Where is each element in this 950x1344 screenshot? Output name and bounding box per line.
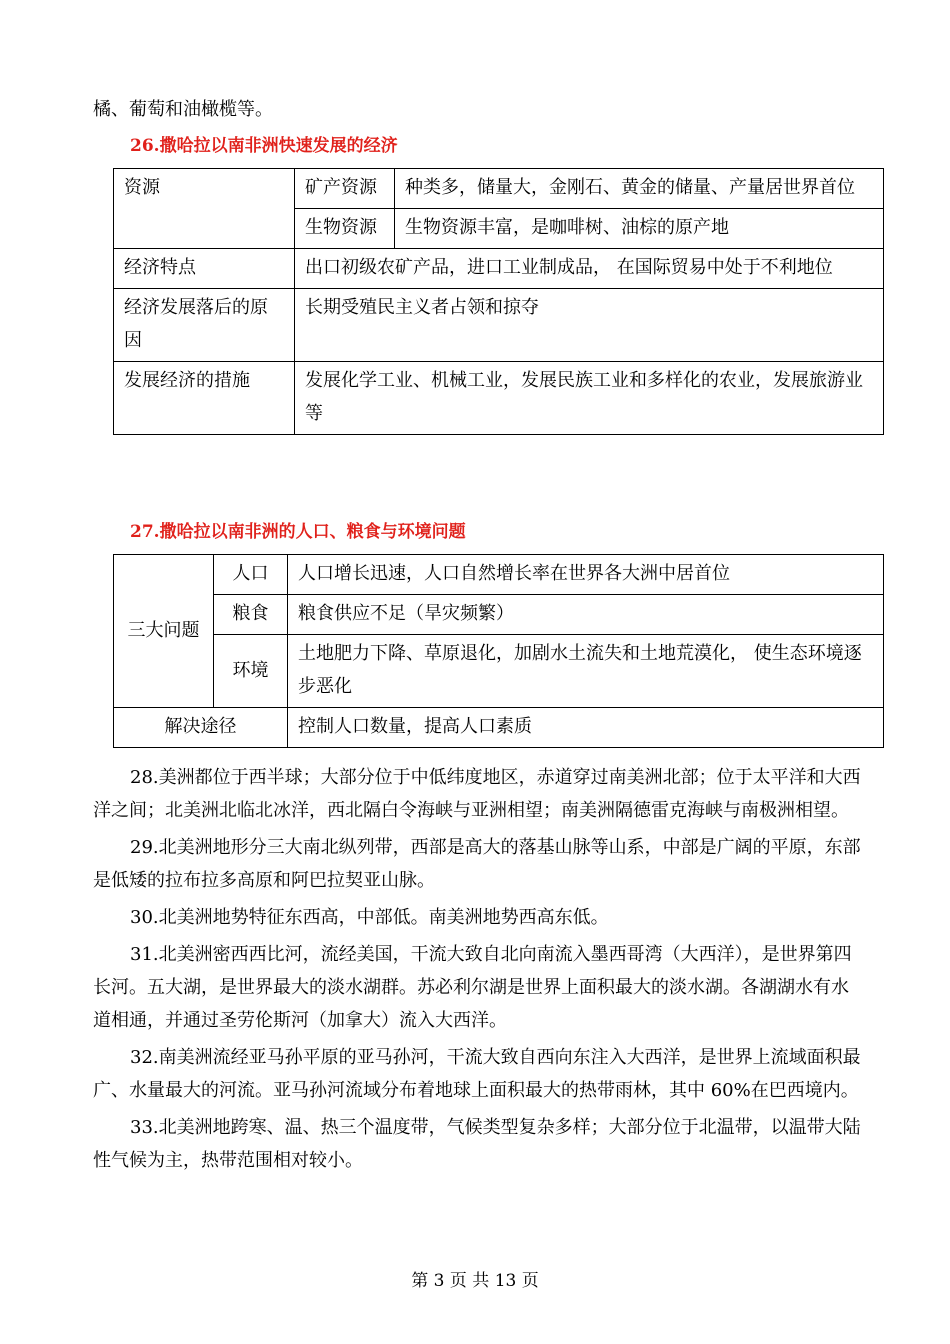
paragraph-32: 32.南美洲流经亚马孙平原的亚马孙河，干流大致自西向东注入大西洋，是世界上流域面积最广、水量最大的河流。亚马孙河流域分布着地球上面积最大的热带雨林，其中 60%在巴西境内。: [93, 1047, 861, 1101]
paragraph-29: 29.北美洲地形分三大南北纵列带，西部是高大的落基山脉等山系，中部是广阔的平原，东部是低矮的拉布拉多高原和阿巴拉契亚山脉。: [93, 837, 861, 891]
mineral-label: 矿产资源: [295, 169, 395, 209]
measures-text: 发展化学工业、机械工业，发展民族工业和多样化的农业，发展旅游业等: [295, 362, 884, 435]
table-row: [114, 289, 884, 362]
paragraph-28: 28.美洲都位于西半球；大部分位于中低纬度地区，赤道穿过南美洲北部；位于太平洋和大西洋之间；北美洲北临北冰洋，西北隔白令海峡与亚洲相望；南美洲隔德雷克海峡与南极洲相望。: [93, 767, 861, 821]
backward-label: 经济发展落后的原因: [114, 289, 295, 362]
problems-table: [113, 554, 884, 748]
solution-label: 解决途径: [114, 708, 288, 748]
table-row: [114, 635, 884, 708]
paragraph-33: 33.北美洲地跨寒、温、热三个温度带，气候类型复杂多样；大部分位于北温带，以温带大陆性气候为主，热带范围相对较小。: [93, 1117, 861, 1171]
bio-label: 生物资源: [295, 209, 395, 249]
intro-line: 橘、葡萄和油橄榄等。: [93, 99, 273, 120]
table-row: [114, 595, 884, 635]
food-text: 粮食供应不足（旱灾频繁）: [288, 595, 884, 635]
solution-text: 控制人口数量，提高人口素质: [288, 708, 884, 748]
econ-label: 经济特点: [114, 249, 295, 289]
mineral-text: 种类多，储量大，金刚石、黄金的储量、产量居世界首位: [395, 169, 884, 209]
table-row: [114, 362, 884, 435]
table-row: [114, 249, 884, 289]
paragraph-31: 31.北美洲密西西比河，流经美国，干流大致自北向南流入墨西哥湾（大西洋），是世界第四长河。五大湖，是世界最大的淡水湖群。苏必利尔湖是世界上面积最大的淡水湖。各湖湖水有水道相通，并通过圣劳伦斯河（加拿大）流入大西洋。: [93, 944, 852, 1031]
three-problems-label: 三大问题: [114, 555, 214, 708]
section-26-heading: 26.撒哈拉以南非洲快速发展的经济: [130, 136, 398, 156]
paragraph-30: 30.北美洲地势特征东西高，中部低。南美洲地势西高东低。: [130, 907, 609, 928]
body-paragraphs: [93, 761, 863, 1177]
page-footer: 第 3 页 共 13 页: [411, 1271, 539, 1291]
economy-table: [113, 168, 884, 435]
population-label: 人口: [214, 555, 288, 595]
econ-text: 出口初级农矿产品，进口工业制成品， 在国际贸易中处于不利地位: [295, 249, 884, 289]
food-label: 粮食: [214, 595, 288, 635]
resources-label: 资源: [114, 169, 295, 249]
environment-label: 环境: [214, 635, 288, 708]
table-row: [114, 169, 884, 209]
table-row: [114, 708, 884, 748]
table-row: [114, 555, 884, 595]
section-27-heading: 27.撒哈拉以南非洲的人口、粮食与环境问题: [130, 522, 466, 542]
measures-label: 发展经济的措施: [114, 362, 295, 435]
bio-text: 生物资源丰富，是咖啡树、油棕的原产地: [395, 209, 884, 249]
population-text: 人口增长迅速，人口自然增长率在世界各大洲中居首位: [288, 555, 884, 595]
backward-text: 长期受殖民主义者占领和掠夺: [295, 289, 884, 362]
environment-text: 土地肥力下降、草原退化，加剧水土流失和土地荒漠化， 使生态环境逐步恶化: [288, 635, 884, 708]
